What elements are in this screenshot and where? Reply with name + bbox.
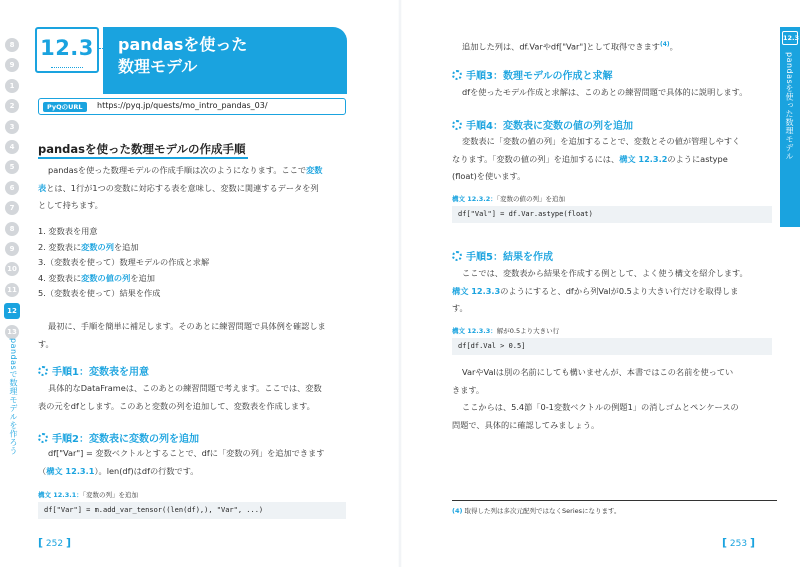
list-item: 5.（変数表を使って）結果を作成 bbox=[38, 288, 161, 299]
chapter-tab[interactable]: 3 bbox=[5, 120, 19, 134]
list-item: 4. 変数表に変数の値の列を追加 bbox=[38, 272, 155, 283]
chapter-tab[interactable]: 8 bbox=[5, 38, 19, 52]
section-number: 12.3 bbox=[40, 36, 94, 60]
chapter-tab[interactable]: 13 bbox=[5, 325, 19, 339]
step3-heading: 手順3：数理モデルの作成と求解 bbox=[452, 67, 612, 82]
step4-paragraph: 変数表に「変数の値の列」を追加することで、変数とその値が管理しやすく なります。「変数の値の列」を追加するには、構文 12.3.2のようにastype (float)を使います。 bbox=[452, 136, 741, 181]
section-title-line2: 数理モデル bbox=[118, 57, 198, 76]
syntax-ref-link[interactable]: 構文 12.3.3 bbox=[452, 285, 501, 296]
step2-paragraph: df["Var"] = 変数ベクトルとすることで、dfに「変数の列」を追加できます （構文 12.3.1）。len(df)はdfの行数です。 bbox=[38, 448, 325, 476]
footnote-divider bbox=[452, 500, 777, 501]
chapter-tab[interactable]: 1 bbox=[5, 79, 19, 93]
chapter-tab-active[interactable]: 12 bbox=[4, 303, 20, 319]
intro-text: pandasを使った数理モデルの作成手順は次のようになります。ここで bbox=[48, 165, 307, 175]
pyq-url-link[interactable]: https://pyq.jp/quests/mo_intro_pandas_03/ bbox=[97, 101, 268, 110]
code1-caption: 構文 12.3.1：「変数の列」を追加 bbox=[38, 491, 139, 499]
step-dots-icon bbox=[452, 120, 462, 130]
section-number-box bbox=[35, 27, 99, 73]
list-item: 2. 変数表に変数の列を追加 bbox=[38, 241, 139, 252]
chapter-tab[interactable]: 9 bbox=[5, 58, 19, 72]
step1-heading: 手順1：変数表を用意 bbox=[38, 363, 149, 378]
chapter-tab[interactable]: 7 bbox=[5, 201, 19, 215]
right-top-paragraph: 追加した列は、df.Varやdf["Var"]として取得できます$^{(4)}$。 bbox=[462, 41, 678, 52]
syntax-ref-link[interactable]: 構文 12.3.2 bbox=[619, 153, 668, 164]
chapter-vertical-label: pandasで数理モデルを作ろう bbox=[9, 338, 18, 456]
intro-text: として持ちます。 bbox=[38, 200, 103, 210]
code2-caption: 構文 12.3.2：「変数の値の列」を追加 bbox=[452, 195, 566, 203]
syntax-ref-link[interactable]: 構文 12.3.1 bbox=[46, 465, 95, 476]
list-item: 1. 変数表を用意 bbox=[38, 226, 98, 236]
footnote: (4) 取得した列は多次元配列ではなくSeriesになります。 bbox=[452, 507, 621, 515]
term-table: 表 bbox=[38, 182, 47, 193]
step5-heading: 手順5：結果を作成 bbox=[452, 248, 553, 263]
code3-caption: 構文 12.3.3：解が0.5より大きい行 bbox=[452, 327, 560, 335]
step3-paragraph: dfを使ったモデル作成と求解は、このあとの練習問題で具体的に説明します。 bbox=[462, 87, 748, 97]
intro-text: とは、1行が1つの変数に対応する表を意味し、変数に関連するデータを列 bbox=[46, 182, 319, 193]
step-dots-icon bbox=[452, 70, 462, 80]
supplement-paragraph: 最初に、手順を簡単に補足します。そのあとに練習問題で具体例を確認しま す。 bbox=[38, 321, 326, 349]
pyq-url-box bbox=[38, 98, 346, 115]
step-dots-icon bbox=[38, 366, 48, 376]
step1-paragraph: 具体的なDataFrameは、このあとの練習問題で考えます。ここでは、変数 表の元をdfとします。このあと変数の列を追加して、変数表を作成します。 bbox=[38, 383, 322, 411]
procedure-heading: pandasを使った数理モデルの作成手順 bbox=[38, 142, 246, 156]
code2-block: df["Val"] = df.Var.astype(float) bbox=[452, 206, 772, 223]
chapter-tab[interactable]: 8 bbox=[5, 222, 19, 236]
chapter-tab[interactable]: 5 bbox=[5, 160, 19, 174]
code3-block: df[df.Val > 0.5] bbox=[452, 338, 772, 355]
page-number-right: [ 253 ] bbox=[722, 536, 755, 549]
intro-paragraph bbox=[38, 162, 348, 215]
chapter-tab[interactable]: 4 bbox=[5, 140, 19, 154]
closing-paragraph: VarやValは別の名前にしても構いませんが、本書ではこの名前を使ってい きます。 ここからは、5.4節「0-1変数ベクトルの例題1」の消しゴムとペンケースの 問題で、具体的に確認してみましょう。 bbox=[452, 367, 739, 430]
footnote-ref[interactable]: (4) bbox=[659, 41, 670, 48]
term-variable: 変数 bbox=[306, 165, 323, 175]
section-side-tab-number: 12.3 bbox=[782, 31, 798, 45]
book-gutter bbox=[398, 0, 402, 567]
list-item: 3.（変数表を使って）数理モデルの作成と求解 bbox=[38, 257, 210, 268]
chapter-tabs bbox=[5, 38, 21, 346]
page-number-left: [ 252 ] bbox=[38, 536, 71, 549]
section-title bbox=[118, 34, 318, 78]
step2-heading: 手順2：変数表に変数の列を追加 bbox=[38, 430, 199, 445]
pyq-badge: PyQのURL bbox=[43, 102, 87, 112]
step4-heading: 手順4：変数表に変数の値の列を追加 bbox=[452, 117, 633, 132]
chapter-tab[interactable]: 2 bbox=[5, 99, 19, 113]
chapter-tab[interactable]: 6 bbox=[5, 181, 19, 195]
heading-underline bbox=[38, 157, 248, 159]
procedure-list bbox=[38, 224, 209, 302]
step5-paragraph: ここでは、変数表から結果を作成する例として、よく使う構文を紹介します。 構文 12.3.3のようにすると、dfから列Valが0.5より大きい行だけを取得しま す。 bbox=[452, 268, 748, 313]
section-title-line1: pandasを使った bbox=[118, 35, 248, 54]
step-dots-icon bbox=[38, 433, 48, 443]
section-side-tab-label: pandasを使った数理モデル bbox=[785, 52, 794, 161]
chapter-tab[interactable]: 10 bbox=[5, 262, 19, 276]
step-dots-icon bbox=[452, 251, 462, 261]
chapter-tab[interactable]: 11 bbox=[5, 283, 19, 297]
code1-block: df["Var"] = m.add_var_tensor((len(df),), "Var", ...) bbox=[38, 502, 346, 519]
chapter-tab[interactable]: 9 bbox=[5, 242, 19, 256]
section-number-dots bbox=[51, 67, 83, 68]
